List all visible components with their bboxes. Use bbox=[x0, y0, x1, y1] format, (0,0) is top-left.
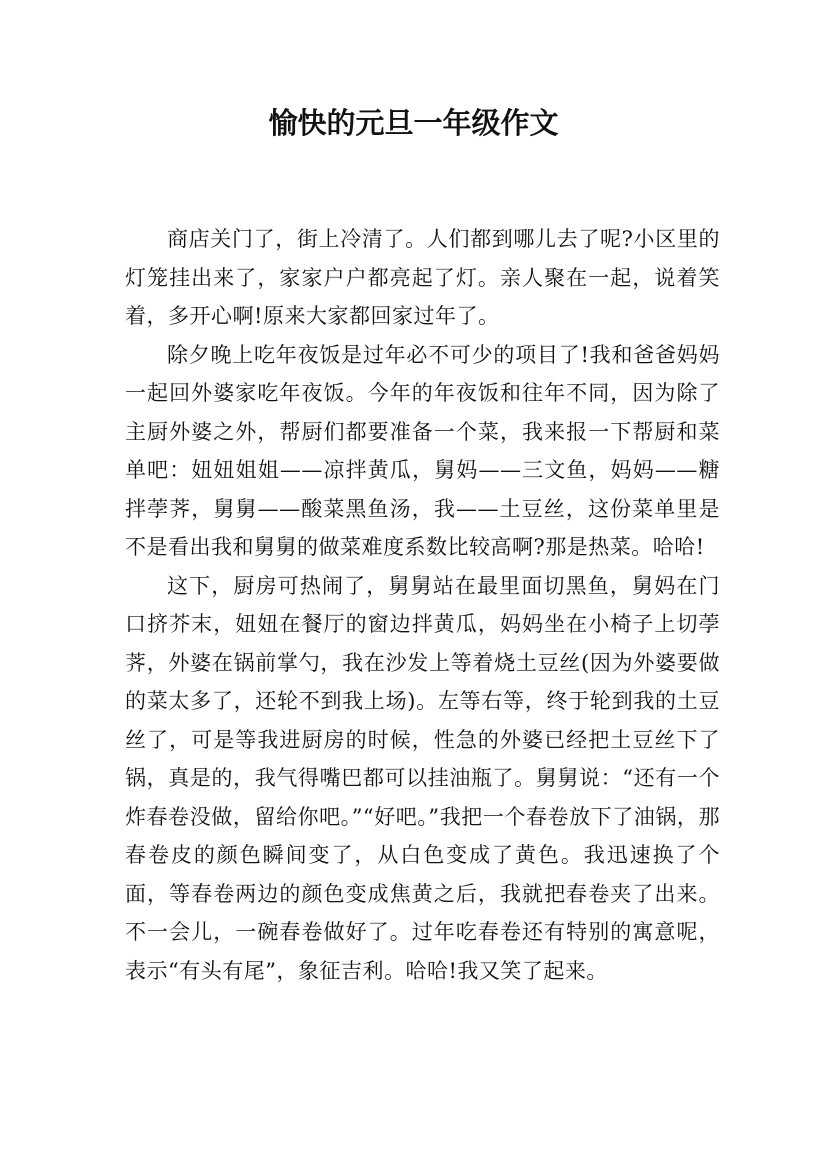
paragraph-2: 除夕晚上吃年夜饭是过年必不可少的项目了!我和爸爸妈妈一起回外婆家吃年夜饭。今年的年夜饭和往年不同，因为除了主厨外婆之外，帮厨们都要准备一个菜，我来报一下帮厨和菜单吧：妞妞姐姐——凉拌黄瓜，舅妈——三文鱼，妈妈——糖拌荸荠，舅舅——酸菜黑鱼汤，我——土豆丝，这份菜单里是不是看出我和舅舅的做菜难度系数比较高啊?那是热菜。哈哈! bbox=[125, 342, 720, 559]
document-body bbox=[125, 220, 720, 990]
paragraph-1: 商店关门了，街上冷清了。人们都到哪儿去了呢?小区里的灯笼挂出来了，家家户户都亮起了灯。亲人聚在一起，说着笑着，多开心啊!原来大家都回家过年了。 bbox=[125, 227, 720, 328]
document-title: 愉快的元旦一年级作文 bbox=[268, 106, 559, 140]
paragraph-3: 这下，厨房可热闹了，舅舅站在最里面切黑鱼，舅妈在门口挤芥末，妞妞在餐厅的窗边拌黄瓜，妈妈坐在小椅子上切荸荠，外婆在锅前掌勺，我在沙发上等着烧土豆丝(因为外婆要做的菜太多了，还轮不到我上场)。左等右等，终于轮到我的土豆丝了，可是等我进厨房的时候，性急的外婆已经把土豆丝下了锅，真是的，我气得嘴巴都可以挂油瓶了。舅舅说：“还有一个炸春卷没做，留给你吧。”“好吧。”我把一个春卷放下了油锅，那春卷皮的颜色瞬间变了，从白色变成了黄色。我迅速换了个面，等春卷两边的颜色变成焦黄之后，我就把春卷夹了出来。不一会儿，一碗春卷做好了。过年吃春卷还有特别的寓意呢，表示“有头有尾”，象征吉利。哈哈!我又笑了起来。 bbox=[125, 573, 720, 983]
